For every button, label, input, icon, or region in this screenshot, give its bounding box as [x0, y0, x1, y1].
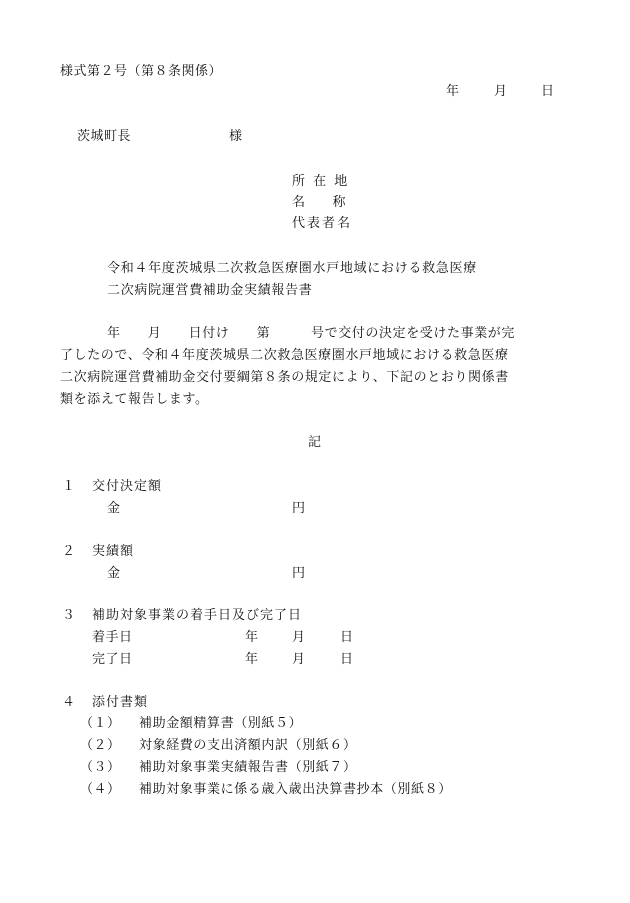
section3-end-day: 日 — [340, 652, 354, 667]
section3-start-day: 日 — [340, 630, 354, 645]
section3-heading: 補助対象事業の着手日及び完了日 — [92, 608, 303, 623]
section2-prefix: 金 — [107, 566, 121, 581]
body-line3: 二次病院運営費補助金交付要綱第８条の規定により、下記のとおり関係書 — [60, 370, 509, 385]
section1-number: １ — [62, 479, 76, 494]
applicant-representative-label: 代表者名 — [292, 216, 353, 231]
date-year: 年 — [446, 84, 460, 99]
section3-end-month: 月 — [292, 652, 306, 667]
attachment-4-number: （４） — [80, 782, 121, 797]
attachment-4-text: 補助対象事業に係る歳入歳出決算書抄本（別紙８） — [139, 782, 452, 797]
attachment-2-number: （２） — [80, 738, 121, 753]
section1-heading: 交付決定額 — [92, 479, 163, 494]
applicant-address-label: 所 在 地 — [292, 174, 350, 189]
attachment-2-text: 対象経費の支出済額内訳（別紙６） — [139, 738, 357, 753]
body-line2: 了したので、令和４年度茨城県二次救急医療圏水戸地域における救急医療 — [60, 348, 509, 363]
addressee-name: 茨城町長 — [77, 129, 132, 144]
applicant-name-label: 名 称 — [292, 195, 347, 210]
attachment-1-number: （１） — [80, 716, 121, 731]
body-line4: 類を添えて報告します。 — [60, 392, 209, 407]
form-number: 様式第２号（第８条関係） — [60, 64, 223, 79]
section3-start-year: 年 — [245, 630, 259, 645]
body-line1: 年 月 日付け 第 号で交付の決定を受けた事業が完 — [107, 326, 516, 341]
addressee-honorific: 様 — [229, 129, 243, 144]
section2-number: ２ — [62, 544, 76, 559]
section4-number: ４ — [62, 695, 76, 710]
section3-number: ３ — [62, 608, 76, 623]
section4-heading: 添付書類 — [92, 695, 149, 710]
section1-prefix: 金 — [107, 501, 121, 516]
section3-end-year: 年 — [245, 652, 259, 667]
attachment-3-number: （３） — [80, 760, 121, 775]
attachment-1-text: 補助金額精算書（別紙５） — [139, 716, 303, 731]
attachment-3-text: 補助対象事業実績報告書（別紙７） — [139, 760, 357, 775]
section3-end-label: 完了日 — [92, 652, 133, 667]
section2-heading: 実績額 — [92, 544, 135, 559]
ki-heading: 記 — [308, 435, 322, 450]
date-day: 日 — [541, 84, 555, 99]
section2-unit: 円 — [292, 566, 306, 581]
section3-start-month: 月 — [292, 630, 306, 645]
section1-unit: 円 — [292, 501, 306, 516]
section3-start-label: 着手日 — [92, 630, 133, 645]
report-title-line1: 令和４年度茨城県二次救急医療圏水戸地域における救急医療 — [107, 261, 477, 276]
report-title-line2: 二次病院運営費補助金実績報告書 — [107, 283, 313, 298]
date-month: 月 — [494, 84, 508, 99]
